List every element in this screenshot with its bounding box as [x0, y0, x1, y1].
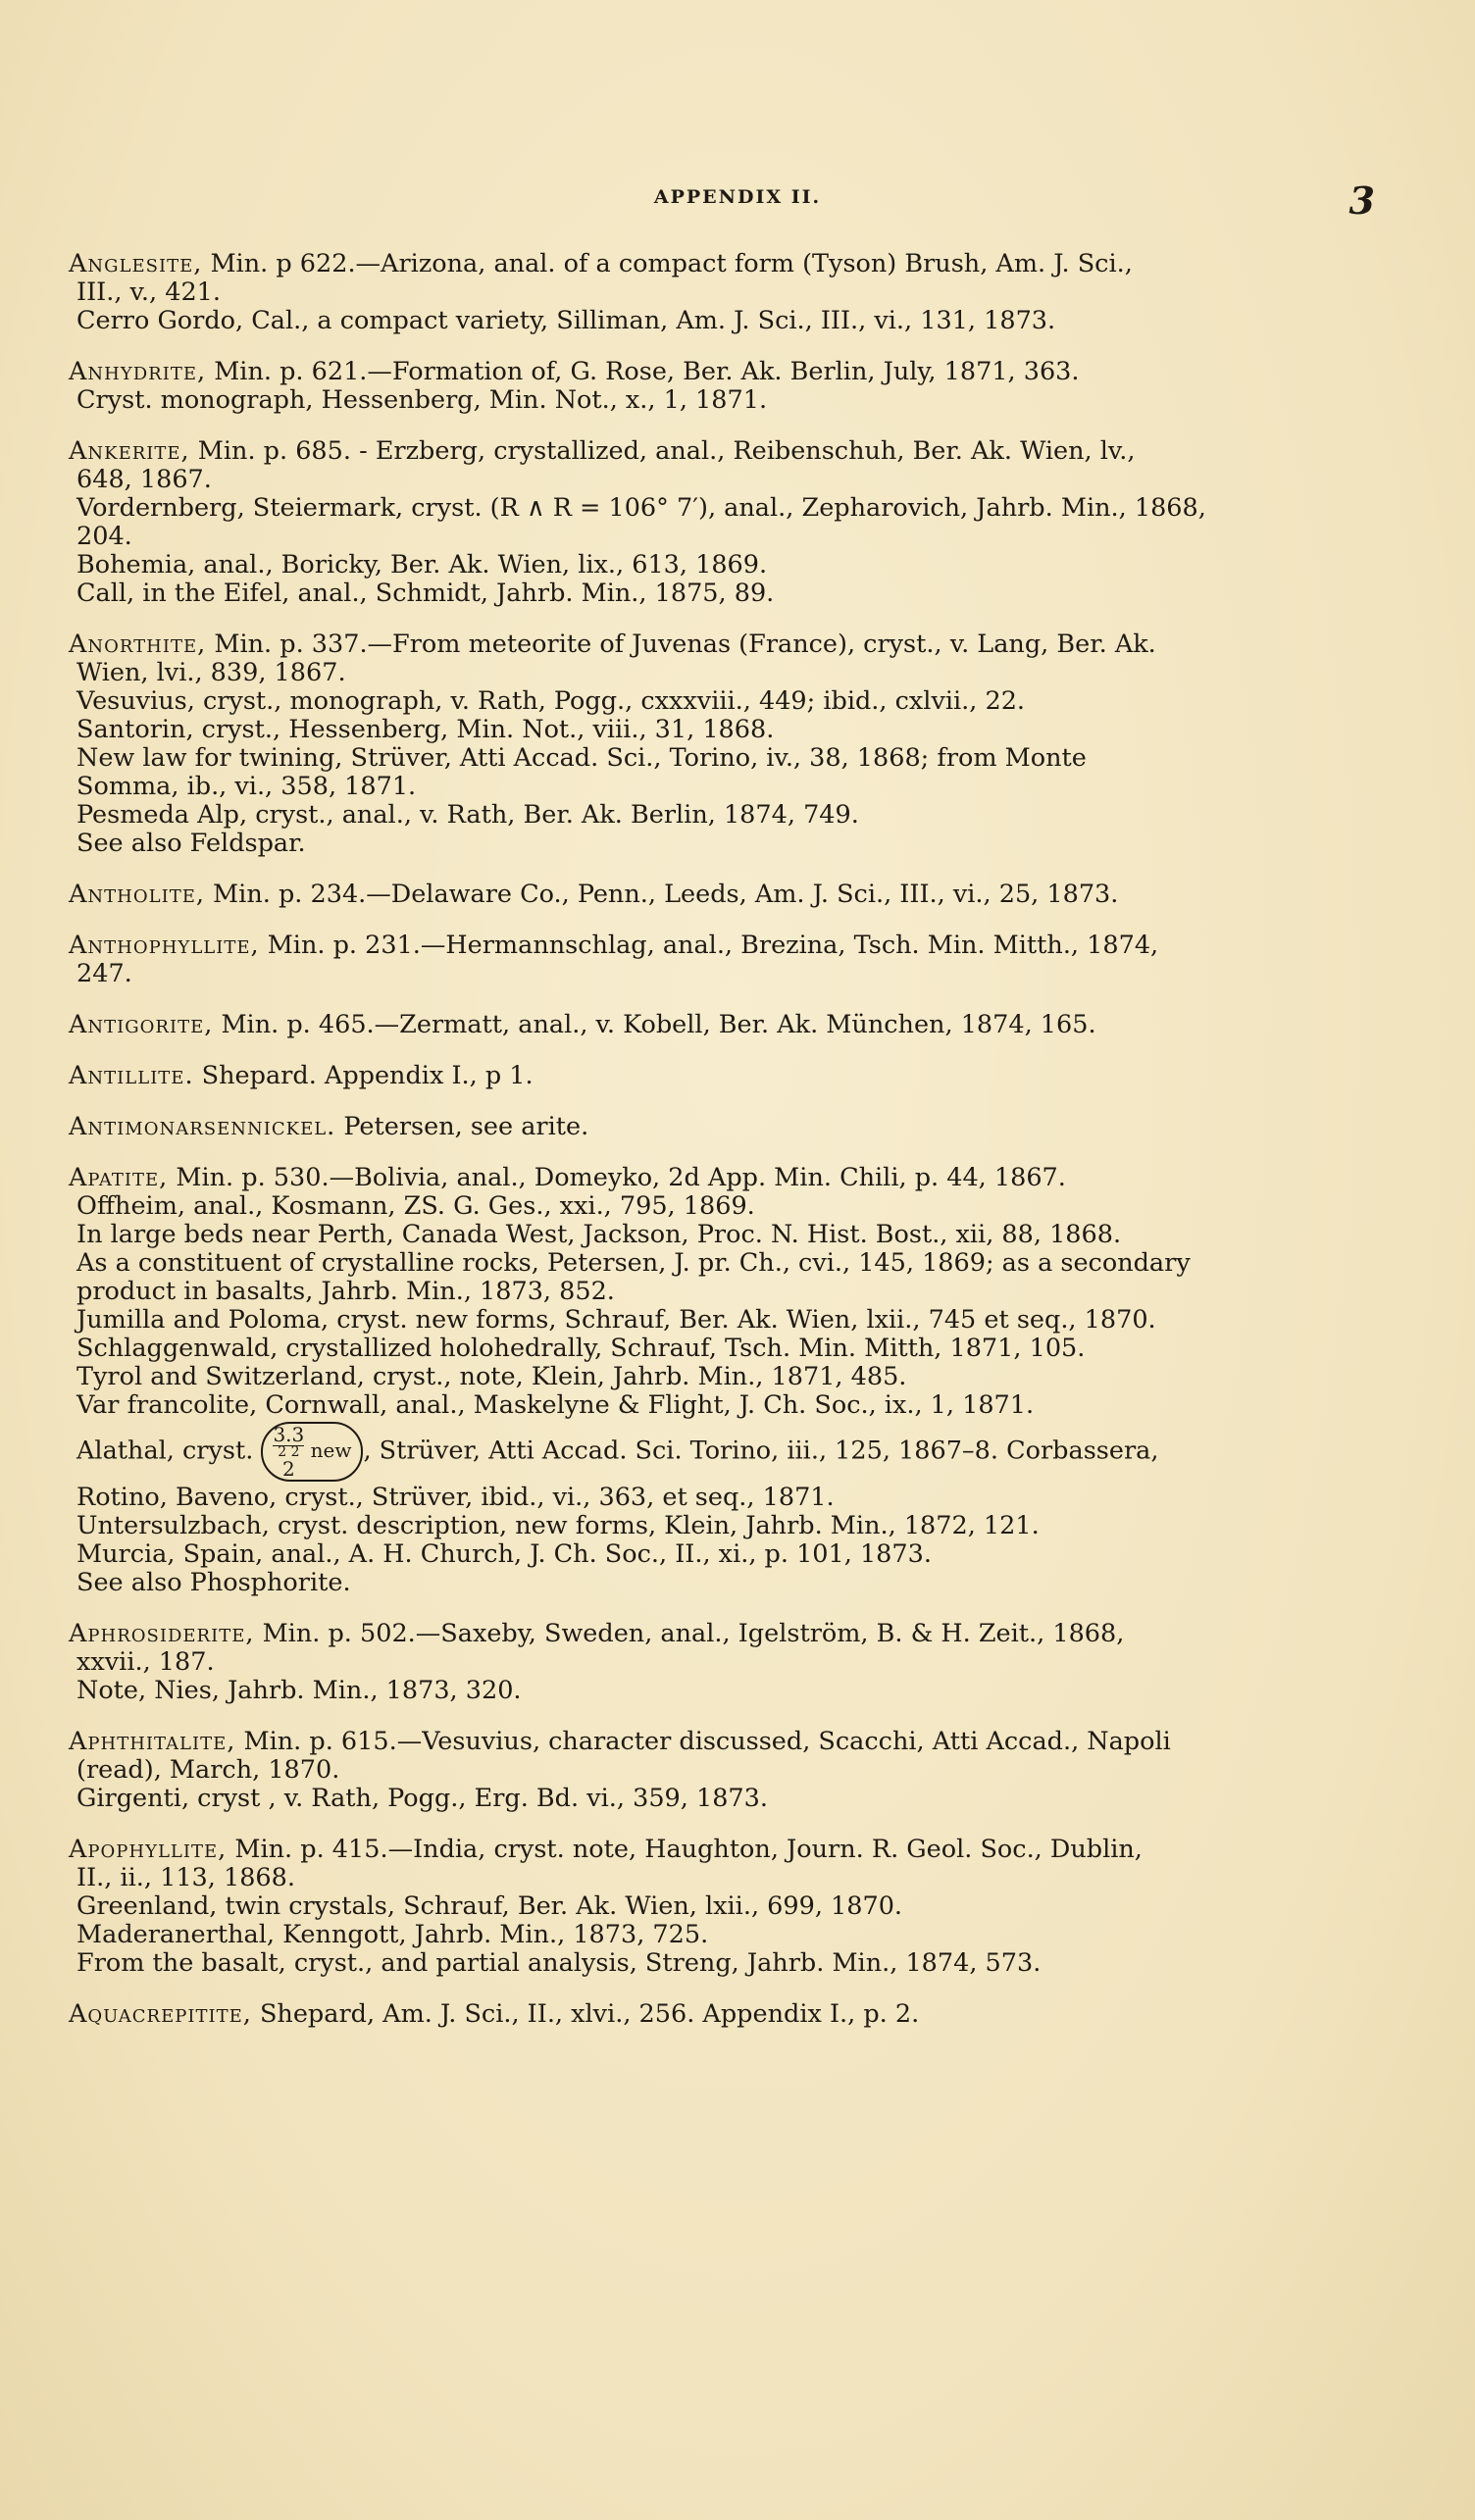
entry-line: New law for twining, Strüver, Atti Accad. Sci., Torino, iv., 38, 1868; from Monte — [76, 743, 1087, 773]
entry-first-line — [69, 932, 1373, 960]
mineral-entry — [69, 1011, 1373, 1039]
entry-headword: Aphrosiderite, — [69, 1619, 255, 1648]
entry-line: Santorin, cryst., Hessenberg, Min. Not., viii., 31, 1868. — [76, 715, 775, 744]
entry-first-line — [69, 250, 1373, 278]
entry-text: Min. p. 502.—Saxeby, Sweden, anal., Igelström, B. & H. Zeit., 1868, — [254, 1619, 1125, 1648]
crystal-form-symbol — [261, 1422, 363, 1482]
entry-line: See also Feldspar. — [76, 829, 306, 858]
entry-line: Vesuvius, cryst., monograph, v. Rath, Pogg., cxxxviii., 449; ibid., cxlvii., 22. — [76, 686, 1026, 716]
entry-line: Greenland, twin crystals, Schrauf, Ber. Ak. Wien, lxii., 699, 1870. — [76, 1891, 903, 1921]
mineral-entry — [69, 881, 1373, 909]
entry-text: Shepard. Appendix I., p 1. — [193, 1061, 534, 1090]
appendix-entries — [69, 250, 1373, 2029]
mineral-entry — [69, 932, 1373, 988]
entry-line: Jumilla and Poloma, cryst. new forms, Schrauf, Ber. Ak. Wien, lxii., 745 et seq., 1870. — [76, 1305, 1156, 1335]
entry-headword: Aquacrepitite, — [69, 1999, 252, 2029]
entry-text: Min. p. 231.—Hermannschlag, anal., Brezina, Tsch. Min. Mitth., 1874, — [259, 931, 1159, 960]
form-mid: 2 2 — [278, 1444, 300, 1460]
entry-line: In large beds near Perth, Canada West, Jackson, Proc. N. Hist. Bost., xii, 88, 1868. — [76, 1220, 1122, 1249]
entry-headword: Antimonarsennickel. — [69, 1112, 336, 1141]
mineral-entry — [69, 250, 1373, 335]
formula-line — [69, 1423, 1373, 1481]
form-denominator: 2 — [281, 1457, 295, 1481]
entry-first-line — [69, 1620, 1373, 1648]
entry-first-line — [69, 2000, 1373, 2029]
entry-line: Maderanerthal, Kenngott, Jahrb. Min., 1873, 725. — [76, 1920, 709, 1949]
entry-first-line — [69, 1011, 1373, 1039]
entry-text: Min. p. 530.—Bolivia, anal., Domeyko, 2d App. Min. Chili, p. 44, 1867. — [168, 1163, 1066, 1192]
entry-line: Schlaggenwald, crystallized holohedrally, Schrauf, Tsch. Min. Mitth, 1871, 105. — [76, 1334, 1086, 1363]
mineral-entry — [69, 2000, 1373, 2029]
entry-first-line — [69, 1836, 1373, 1864]
form-fraction — [273, 1424, 304, 1480]
form-numerator: 3.3 — [273, 1423, 305, 1446]
entry-line: 648, 1867. — [76, 465, 212, 494]
entry-line: III., v., 421. — [76, 277, 222, 307]
entry-line: Offheim, anal., Kosmann, ZS. G. Ges., xxi., 795, 1869. — [76, 1191, 755, 1221]
mineral-entry — [69, 437, 1373, 608]
formula-suffix: , Strüver, Atti Accad. Sci. Torino, iii., 125, 1867–8. Corbassera, — [363, 1436, 1159, 1466]
entry-line: Bohemia, anal., Boricky, Ber. Ak. Wien, lix., 613, 1869. — [76, 550, 768, 580]
entry-line: Cryst. monograph, Hessenberg, Min. Not., x., 1, 1871. — [76, 385, 768, 415]
entry-text: Min. p. 234.—Delaware Co., Penn., Leeds, Am. J. Sci., III., vi., 25, 1873. — [204, 880, 1119, 909]
entry-text: Shepard, Am. J. Sci., II., xlvi., 256. Appendix I., p. 2. — [251, 1999, 920, 2029]
mineral-entry — [69, 1113, 1373, 1141]
entry-text: Min. p. 337.—From meteorite of Juvenas (France), cryst., v. Lang, Ber. Ak. — [206, 630, 1156, 659]
entry-text: Petersen, see arite. — [335, 1112, 589, 1141]
entry-line: See also Phosphorite. — [76, 1568, 351, 1597]
entry-first-line — [69, 437, 1373, 466]
formula-prefix: Alathal, cryst. — [76, 1436, 254, 1466]
entry-line: Wien, lvi., 839, 1867. — [76, 658, 346, 687]
entry-line: Note, Nies, Jahrb. Min., 1873, 320. — [76, 1676, 522, 1705]
entry-headword: Ankerite, — [69, 436, 190, 466]
entry-line: Rotino, Baveno, cryst., Strüver, ibid., vi., 363, et seq., 1871. — [76, 1483, 835, 1512]
entry-text: Min. p. 621.—Formation of, G. Rose, Ber. Ak. Berlin, July, 1871, 363. — [206, 357, 1080, 386]
entry-line: Somma, ib., vi., 358, 1871. — [76, 772, 417, 801]
entry-line: Tyrol and Switzerland, cryst., note, Klein, Jahrb. Min., 1871, 485. — [76, 1362, 907, 1391]
entry-line: 247. — [76, 959, 132, 988]
entry-first-line — [69, 1164, 1373, 1192]
entry-headword: Antholite, — [69, 880, 205, 909]
entry-text: Min. p. 465.—Zermatt, anal., v. Kobell, Ber. Ak. München, 1874, 165. — [213, 1010, 1096, 1039]
entry-line: From the basalt, cryst., and partial analysis, Streng, Jahrb. Min., 1874, 573. — [76, 1948, 1042, 1978]
entry-headword: Apatite, — [69, 1163, 169, 1192]
entry-first-line — [69, 881, 1373, 909]
mineral-entry — [69, 1728, 1373, 1813]
entry-headword: Anhydrite, — [69, 357, 207, 386]
entry-headword: Anthophyllite, — [69, 931, 260, 960]
entry-first-line — [69, 358, 1373, 386]
mineral-entry — [69, 1062, 1373, 1090]
mineral-entry — [69, 1620, 1373, 1705]
entry-text: Min. p 622.—Arizona, anal. of a compact form (Tyson) Brush, Am. J. Sci., — [202, 249, 1133, 278]
entry-headword: Apophyllite, — [69, 1835, 228, 1864]
entry-headword: Aphthitalite, — [69, 1727, 236, 1756]
entry-line: product in basalts, Jahrb. Min., 1873, 852. — [76, 1277, 615, 1306]
entry-first-line — [69, 1113, 1373, 1141]
entry-text: Min. p. 685. - Erzberg, crystallized, anal., Reibenschuh, Ber. Ak. Wien, lv., — [189, 436, 1136, 466]
entry-line: II., ii., 113, 1868. — [76, 1863, 295, 1892]
entry-line: xxvii., 187. — [76, 1647, 215, 1677]
entry-text: Min. p. 615.—Vesuvius, character discussed, Scacchi, Atti Accad., Napoli — [235, 1727, 1171, 1756]
entry-line: Murcia, Spain, anal., A. H. Church, J. Ch. Soc., II., xi., p. 101, 1873. — [76, 1539, 932, 1569]
form-label: new — [310, 1438, 352, 1462]
entry-line: As a constituent of crystalline rocks, Petersen, J. pr. Ch., cvi., 145, 1869; as a secondary — [76, 1248, 1191, 1278]
entry-headword: Antillite. — [69, 1061, 194, 1090]
entry-line: Var francolite, Cornwall, anal., Maskelyne & Flight, J. Ch. Soc., ix., 1, 1871. — [76, 1390, 1035, 1420]
entry-text: Min. p. 415.—India, cryst. note, Haughton, Journ. R. Geol. Soc., Dublin, — [227, 1835, 1143, 1864]
entry-headword: Anglesite, — [69, 249, 203, 278]
entry-line: (read), March, 1870. — [76, 1755, 340, 1785]
entry-headword: Anorthite, — [69, 630, 207, 659]
entry-line: 204. — [76, 522, 132, 551]
mineral-entry — [69, 358, 1373, 415]
entry-line: Call, in the Eifel, anal., Schmidt, Jahrb. Min., 1875, 89. — [76, 579, 775, 608]
mineral-entry — [69, 1836, 1373, 1978]
entry-headword: Antigorite, — [69, 1010, 214, 1039]
entry-line: Cerro Gordo, Cal., a compact variety, Silliman, Am. J. Sci., III., vi., 131, 1873. — [76, 306, 1056, 335]
page-number: 3 — [1348, 178, 1375, 223]
mineral-entry — [69, 630, 1373, 858]
entry-line: Pesmeda Alp, cryst., anal., v. Rath, Ber. Ak. Berlin, 1874, 749. — [76, 800, 859, 830]
running-title: APPENDIX II. — [653, 186, 822, 208]
page-header — [0, 178, 1475, 223]
entry-line: Girgenti, cryst , v. Rath, Pogg., Erg. Bd. vi., 359, 1873. — [76, 1784, 768, 1813]
entry-first-line — [69, 1062, 1373, 1090]
entry-line: Untersulzbach, cryst. description, new forms, Klein, Jahrb. Min., 1872, 121. — [76, 1511, 1040, 1540]
mineral-entry — [69, 1164, 1373, 1597]
entry-first-line — [69, 630, 1373, 659]
entry-line: Vordernberg, Steiermark, cryst. (R ∧ R = 106° 7′), anal., Zepharovich, Jahrb. Min., 1868, — [76, 493, 1206, 523]
entry-first-line — [69, 1728, 1373, 1756]
